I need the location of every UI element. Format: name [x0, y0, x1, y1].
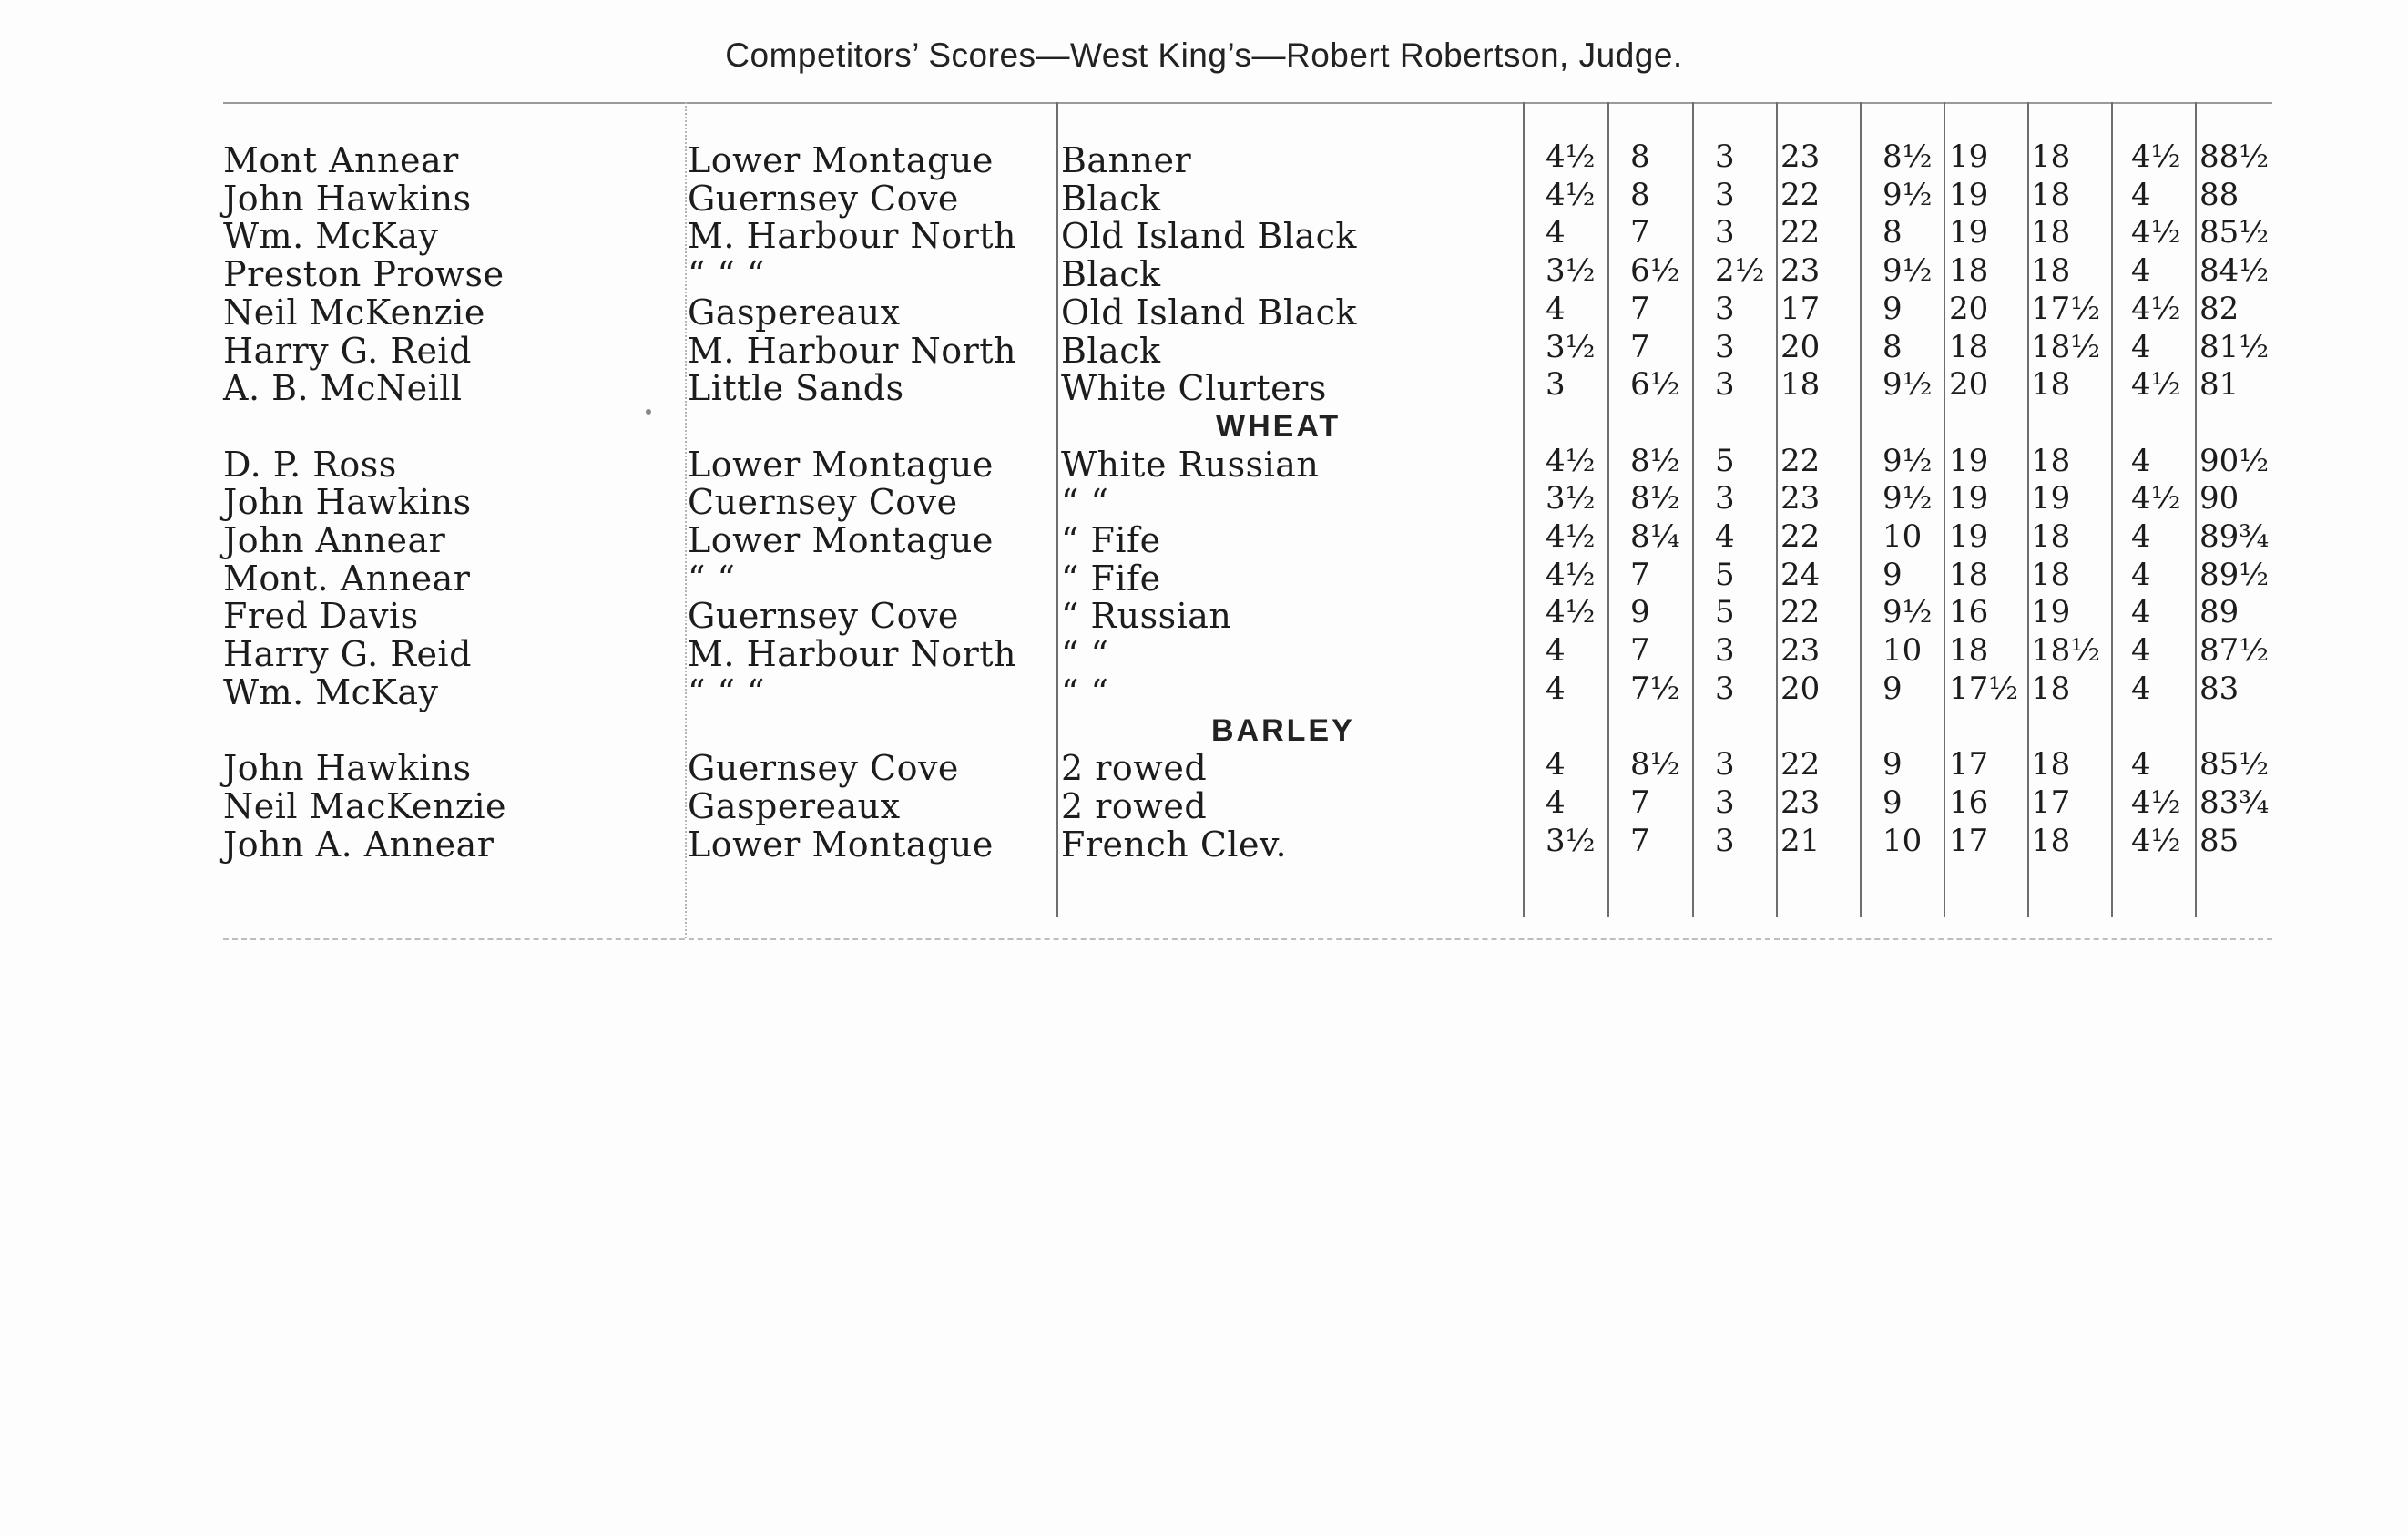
- score-cell: 19: [1949, 214, 1989, 251]
- competitor-name: John Annear: [223, 520, 446, 560]
- score-cell: 22: [1780, 594, 1821, 630]
- score-cell: 18: [1949, 632, 1989, 669]
- score-cell: 18: [2031, 671, 2071, 707]
- score-cell: 18: [2031, 746, 2071, 783]
- score-cell: 4: [2131, 746, 2151, 783]
- score-cell: 20: [1949, 366, 1989, 403]
- score-cell: 18: [2031, 557, 2071, 593]
- competitor-location: Guernsey Cove: [688, 179, 959, 219]
- score-cell: 7: [1630, 823, 1650, 859]
- score-cell: 22: [1780, 518, 1821, 555]
- score-cell: 18: [1949, 252, 1989, 289]
- score-cell: 3: [1715, 480, 1735, 517]
- score-cell: 6½: [1630, 252, 1680, 289]
- score-cell: 8: [1630, 177, 1650, 213]
- score-cell: 22: [1780, 177, 1821, 213]
- score-cell: 16: [1949, 594, 1989, 630]
- score-cell: 19: [2031, 480, 2071, 517]
- score-cell: 3½: [1546, 252, 1596, 289]
- score-cell: 17½: [2031, 291, 2101, 327]
- grain-variety: White Russian: [1061, 445, 1320, 485]
- grain-variety: “ Russian: [1061, 596, 1232, 636]
- score-cell: 3: [1715, 784, 1735, 821]
- score-cell: 3: [1715, 177, 1735, 213]
- score-cell: 9½: [1883, 177, 1933, 213]
- score-cell: 8: [1883, 214, 1903, 251]
- competitor-location: Lower Montague: [688, 445, 994, 485]
- score-cell: 20: [1780, 329, 1821, 365]
- score-cell: 24: [1780, 557, 1821, 593]
- score-cell: 7½: [1630, 671, 1680, 707]
- score-cell: 4½: [1546, 177, 1596, 213]
- grain-variety: Banner: [1061, 140, 1192, 180]
- competitor-name: Wm. McKay: [223, 672, 439, 712]
- total-score: 90½: [2199, 443, 2270, 479]
- competitor-location: M. Harbour North: [688, 331, 1016, 371]
- score-cell: 19: [1949, 138, 1989, 175]
- score-cell: 3: [1715, 632, 1735, 669]
- competitor-name: A. B. McNeill: [223, 368, 463, 408]
- score-cell: 4: [2131, 177, 2151, 213]
- total-score: 89: [2199, 594, 2240, 630]
- score-cell: 5: [1715, 443, 1735, 479]
- grain-variety: “ Fife: [1061, 520, 1161, 560]
- grain-variety: “ “: [1061, 672, 1109, 712]
- competitor-location: Cuernsey Cove: [688, 482, 958, 522]
- score-cell: 18: [2031, 366, 2071, 403]
- score-cell: 23: [1780, 252, 1821, 289]
- grain-variety: Black: [1061, 179, 1161, 219]
- score-cell: 4½: [2131, 366, 2181, 403]
- score-cell: 9½: [1883, 366, 1933, 403]
- competitor-location: Guernsey Cove: [688, 596, 959, 636]
- score-cell: 4: [1546, 671, 1566, 707]
- score-cell: 4: [1715, 518, 1735, 555]
- section-heading: BARLEY: [1211, 712, 1355, 748]
- score-cell: 20: [1780, 671, 1821, 707]
- grain-variety: Black: [1061, 331, 1161, 371]
- total-score: 90: [2199, 480, 2240, 517]
- score-cell: 19: [1949, 480, 1989, 517]
- score-cell: 4: [1546, 632, 1566, 669]
- score-cell: 9: [1883, 671, 1903, 707]
- score-cell: 9½: [1883, 480, 1933, 517]
- score-cell: 4½: [2131, 291, 2181, 327]
- grain-variety: Old Island Black: [1061, 216, 1357, 256]
- total-score: 85½: [2199, 746, 2270, 783]
- competitor-name: John Hawkins: [223, 482, 472, 522]
- score-cell: 8½: [1630, 443, 1680, 479]
- score-cell: 4½: [1546, 138, 1596, 175]
- score-cell: 7: [1630, 557, 1650, 593]
- score-cell: 22: [1780, 214, 1821, 251]
- competitor-location: “ “ “: [688, 254, 765, 294]
- competitor-location: M. Harbour North: [688, 216, 1016, 256]
- score-cell: 4: [1546, 746, 1566, 783]
- score-cell: 10: [1883, 823, 1923, 859]
- grain-variety: “ “: [1061, 482, 1109, 522]
- score-cell: 17½: [1949, 671, 2019, 707]
- score-cell: 3: [1715, 823, 1735, 859]
- score-cell: 9½: [1883, 443, 1933, 479]
- total-score: 88½: [2199, 138, 2270, 175]
- total-score: 84½: [2199, 252, 2270, 289]
- grain-variety: 2 rowed: [1061, 748, 1208, 788]
- competitor-name: Wm. McKay: [223, 216, 439, 256]
- competitor-location: Little Sands: [688, 368, 904, 408]
- score-cell: 3½: [1546, 823, 1596, 859]
- score-cell: 4½: [1546, 594, 1596, 630]
- competitor-location: Gaspereaux: [688, 292, 901, 333]
- section-heading: WHEAT: [1216, 408, 1342, 444]
- score-cell: 22: [1780, 443, 1821, 479]
- grain-variety: White Clurters: [1061, 368, 1327, 408]
- competitor-name: John A. Annear: [223, 824, 495, 865]
- score-cell: 6½: [1630, 366, 1680, 403]
- score-cell: 3: [1715, 746, 1735, 783]
- page-title: Competitors’ Scores—West King’s—Robert Robertson, Judge.: [725, 36, 1683, 74]
- competitor-name: D. P. Ross: [223, 445, 397, 485]
- total-score: 88: [2199, 177, 2240, 213]
- grain-variety: Old Island Black: [1061, 292, 1357, 333]
- score-cell: 21: [1780, 823, 1821, 859]
- competitor-name: Fred Davis: [223, 596, 419, 636]
- score-cell: 4½: [2131, 480, 2181, 517]
- score-cell: 4: [2131, 443, 2151, 479]
- score-cell: 19: [1949, 518, 1989, 555]
- score-cell: 23: [1780, 784, 1821, 821]
- score-cell: 7: [1630, 214, 1650, 251]
- score-cell: 18: [2031, 177, 2071, 213]
- score-cell: 4½: [1546, 518, 1596, 555]
- score-cell: 9½: [1883, 594, 1933, 630]
- score-cell: 4½: [1546, 557, 1596, 593]
- score-cell: 3: [1715, 329, 1735, 365]
- score-cell: 19: [2031, 594, 2071, 630]
- score-cell: 16: [1949, 784, 1989, 821]
- score-cell: 3: [1715, 214, 1735, 251]
- score-cell: 4: [2131, 632, 2151, 669]
- score-cell: 4: [2131, 329, 2151, 365]
- score-cell: 4½: [2131, 784, 2181, 821]
- score-cell: 7: [1630, 291, 1650, 327]
- score-cell: 18: [1780, 366, 1821, 403]
- competitor-location: Gaspereaux: [688, 786, 901, 826]
- score-cell: 17: [2031, 784, 2071, 821]
- score-cell: 8½: [1630, 480, 1680, 517]
- score-cell: 9: [1883, 746, 1903, 783]
- competitor-name: Mont. Annear: [223, 558, 471, 599]
- competitor-name: John Hawkins: [223, 179, 472, 219]
- score-cell: 18: [1949, 557, 1989, 593]
- score-cell: 5: [1715, 594, 1735, 630]
- score-cell: 8½: [1630, 746, 1680, 783]
- score-cell: 9: [1883, 557, 1903, 593]
- total-score: 83: [2199, 671, 2240, 707]
- grain-variety: “ “: [1061, 634, 1109, 674]
- score-cell: 20: [1949, 291, 1989, 327]
- score-cell: 3: [1715, 138, 1735, 175]
- score-cell: 4½: [2131, 138, 2181, 175]
- score-cell: 4: [2131, 518, 2151, 555]
- total-score: 83¾: [2199, 784, 2270, 821]
- score-cell: 4: [1546, 214, 1566, 251]
- score-cell: 18: [1949, 329, 1989, 365]
- competitor-location: Lower Montague: [688, 520, 994, 560]
- score-cell: 8¼: [1630, 518, 1680, 555]
- score-cell: 9: [1883, 784, 1903, 821]
- score-cell: 7: [1630, 632, 1650, 669]
- grain-variety: Black: [1061, 254, 1161, 294]
- score-cell: 3: [1546, 366, 1566, 403]
- score-cell: 4: [2131, 557, 2151, 593]
- competitor-location: M. Harbour North: [688, 634, 1016, 674]
- score-cell: 17: [1949, 746, 1989, 783]
- score-cell: 9½: [1883, 252, 1933, 289]
- competitor-name: Mont Annear: [223, 140, 459, 180]
- score-cell: 8½: [1883, 138, 1933, 175]
- total-score: 87½: [2199, 632, 2270, 669]
- score-cell: 3: [1715, 291, 1735, 327]
- score-cell: 18: [2031, 443, 2071, 479]
- score-cell: 17: [1949, 823, 1989, 859]
- grain-variety: French Clev.: [1061, 824, 1288, 865]
- score-cell: 8: [1630, 138, 1650, 175]
- score-cell: 3½: [1546, 329, 1596, 365]
- competitor-name: Harry G. Reid: [223, 331, 472, 371]
- score-cell: 4: [2131, 671, 2151, 707]
- score-cell: 7: [1630, 329, 1650, 365]
- score-cell: 4½: [1546, 443, 1596, 479]
- score-cell: 4: [2131, 594, 2151, 630]
- total-score: 85: [2199, 823, 2240, 859]
- grain-variety: 2 rowed: [1061, 786, 1208, 826]
- score-cell: 8: [1883, 329, 1903, 365]
- total-score: 82: [2199, 291, 2240, 327]
- score-cell: 19: [1949, 177, 1989, 213]
- score-cell: 23: [1780, 632, 1821, 669]
- score-cell: 17: [1780, 291, 1821, 327]
- competitor-name: Neil MacKenzie: [223, 786, 506, 826]
- score-cell: 18: [2031, 518, 2071, 555]
- competitor-name: Harry G. Reid: [223, 634, 472, 674]
- score-cell: 3½: [1546, 480, 1596, 517]
- score-cell: 23: [1780, 138, 1821, 175]
- score-cell: 9: [1883, 291, 1903, 327]
- score-cell: 18: [2031, 823, 2071, 859]
- score-cell: 18½: [2031, 632, 2101, 669]
- competitor-name: Neil McKenzie: [223, 292, 485, 333]
- score-cell: 18½: [2031, 329, 2101, 365]
- score-cell: 4½: [2131, 823, 2181, 859]
- score-cell: 18: [2031, 138, 2071, 175]
- competitor-location: “ “ “: [688, 672, 765, 712]
- score-cell: 5: [1715, 557, 1735, 593]
- grain-variety: “ Fife: [1061, 558, 1161, 599]
- score-cell: 3: [1715, 366, 1735, 403]
- competitor-name: John Hawkins: [223, 748, 472, 788]
- score-cell: 2½: [1715, 252, 1765, 289]
- competitor-location: “ “: [688, 558, 736, 599]
- score-cell: 9: [1630, 594, 1650, 630]
- score-cell: 22: [1780, 746, 1821, 783]
- score-cell: 23: [1780, 480, 1821, 517]
- score-cell: 18: [2031, 214, 2071, 251]
- score-cell: 4: [1546, 784, 1566, 821]
- score-cell: 18: [2031, 252, 2071, 289]
- score-cell: 19: [1949, 443, 1989, 479]
- score-cell: 4: [1546, 291, 1566, 327]
- competitor-name: Preston Prowse: [223, 254, 505, 294]
- total-score: 81½: [2199, 329, 2270, 365]
- score-cell: 4½: [2131, 214, 2181, 251]
- competitor-location: Guernsey Cove: [688, 748, 959, 788]
- score-cell: 7: [1630, 784, 1650, 821]
- score-cell: 3: [1715, 671, 1735, 707]
- total-score: 81: [2199, 366, 2240, 403]
- total-score: 85½: [2199, 214, 2270, 251]
- competitor-location: Lower Montague: [688, 140, 994, 180]
- score-cell: 4: [2131, 252, 2151, 289]
- score-cell: 10: [1883, 518, 1923, 555]
- total-score: 89¾: [2199, 518, 2270, 555]
- competitor-location: Lower Montague: [688, 824, 994, 865]
- score-cell: 10: [1883, 632, 1923, 669]
- total-score: 89½: [2199, 557, 2270, 593]
